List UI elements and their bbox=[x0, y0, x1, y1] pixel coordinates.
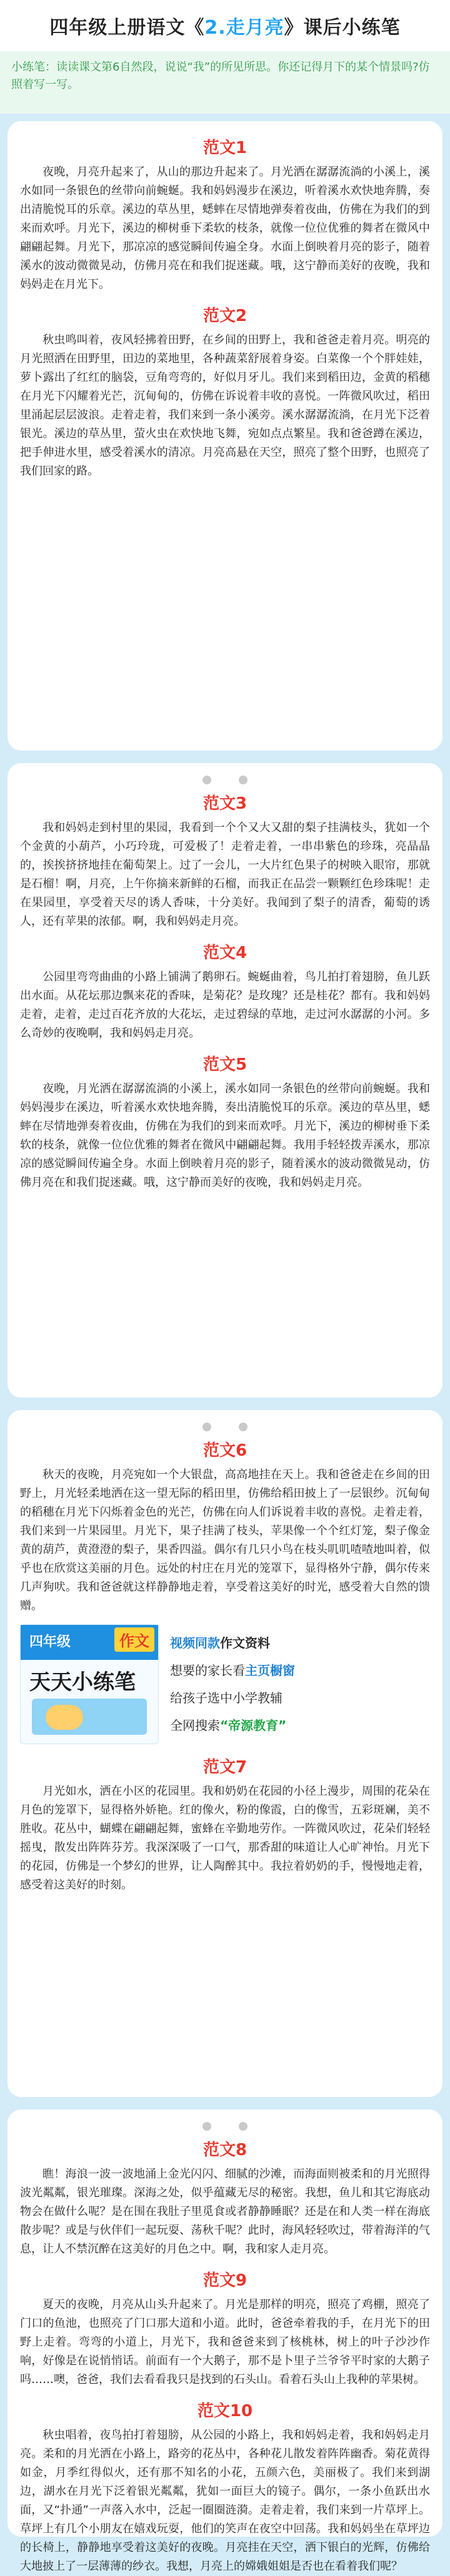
essay-body: 瞧！海浪一波一波地涌上金光闪闪、细腻的沙滩，而海面则被柔和的月光照得波光粼粼，银光璀璨。深海之处，似乎蕴藏无尽的秘密。我想，鱼儿和其它海底动物会在做什么呢？是在围在我肚子里觅食或者静静睡眠？还是在和人类一样在海底散步呢？或是与伙伴们一起玩耍、荡秋千呢？此时，海风轻轻吹过，带着海洋的气息，让人不禁沉醉在这美好的月色之中。啊，我和家人走月亮。 bbox=[20, 2168, 430, 2256]
book-level: 四年级 bbox=[29, 1634, 71, 1650]
book-badge: 作文 bbox=[114, 1627, 154, 1652]
title-prefix: 四年级上册语文《 bbox=[49, 17, 205, 39]
book-cover bbox=[20, 1624, 159, 1744]
exercise-prompt-text: 小练笔：读读课文第6自然段，说说“我”的所见所思。你还记得月下的某个情景吗?仿照着写一写。 bbox=[11, 61, 430, 91]
essay-title: 范文1 bbox=[202, 139, 248, 157]
promo-line-4: 全网搜索“帝源教育” bbox=[170, 1718, 287, 1733]
essay-section bbox=[20, 1438, 430, 1616]
promo-line-2: 想要的家长看主页橱窗 bbox=[170, 1663, 295, 1678]
promo-line-1: 视频同款作文资料 bbox=[170, 1636, 270, 1651]
card-4 bbox=[8, 2110, 442, 2573]
essay-title: 范文2 bbox=[202, 307, 248, 325]
essay-section bbox=[20, 303, 430, 481]
book-illustration-detail bbox=[46, 1705, 83, 1730]
essay-section bbox=[20, 2398, 430, 2576]
essay-title: 范文3 bbox=[202, 794, 248, 813]
essay-title: 范文7 bbox=[202, 1758, 248, 1777]
page-header bbox=[0, 0, 450, 51]
promo-banner bbox=[20, 1624, 430, 1744]
promo-line-3: 给孩子选中小学教辅 bbox=[170, 1690, 282, 1705]
essay-section bbox=[20, 2268, 430, 2389]
essay-body: 夜晚，月光洒在潺潺流淌的小溪上，溪水如同一条银色的丝带向前蜿蜒。我和妈妈漫步在溪边，听着溪水欢快地奔腾，奏出清脆悦耳的乐章。溪边的草丛里，蟋蟀在尽情地弹奏着夜曲，仿佛在为我们的到来而欢呼。月光下，溪边的柳树垂下柔软的枝条，就像一位位优雅的舞者在微风中翩翩起舞。我用手轻轻拨弄溪水，那凉凉的感觉瞬间传遍全身。水面上倒映着月亮的影子，随着溪水的波动微微晃动，仿佛月亮在和我们捉迷藏。哦，这宁静而美好的夜晚，我和妈妈走月亮。 bbox=[20, 1082, 430, 1189]
exercise-prompt bbox=[0, 51, 450, 114]
essay-section bbox=[20, 1754, 430, 1895]
essay-title: 范文5 bbox=[202, 1055, 248, 1074]
promo-text bbox=[170, 1624, 295, 1739]
page-title bbox=[49, 12, 400, 39]
essay-section bbox=[20, 135, 430, 294]
essay-section bbox=[20, 2137, 430, 2259]
dot bbox=[239, 1423, 248, 1431]
dot bbox=[202, 2122, 211, 2131]
essay-section bbox=[20, 940, 430, 1043]
essay-body: 秋虫唱着，夜鸟拍打着翅膀，从公园的小路上，我和妈妈走着，我和妈妈走月亮。柔和的月光洒在小路上，路旁的花丛中，各种花儿散发着阵阵幽香。菊花黄得如金，月季红得似火，还有那不知名的小花，五颜六色，美丽极了。我们来到湖边，湖水在月光下泛着银光粼粼，犹如一面巨大的镜子。偶尔，一条小鱼跃出水面，又“扑通”一声落入水中，泛起一圈圈涟漪。走着走着，我们来到一片草坪上。草坪上有几个小朋友在嬉戏玩耍，他们的笑声在夜空中回荡。我和妈妈坐在草坪边的长椅上，静静地享受着这美好的夜晚。月亮挂在天空，洒下银白的光辉，仿佛给大地披上了一层薄薄的纱衣。我想，月亮上的嫦娥姐姐是否也在看着我们呢？ bbox=[20, 2429, 430, 2573]
essay-body: 我和妈妈走到村里的果园，我看到一个个又大又甜的梨子挂满枝头，犹如一个个金黄的小葫芦，小巧玲珑，可爱极了！走着走着，一串串紫色的珍珠，亮晶晶的，挨挨挤挤地挂在葡萄架上。过了一会儿，一大片红色果子的树映入眼帘，那就是石榴！啊，月亮，上午你摘来新鲜的石榴，而我正在品尝一颗颗红色珍珠呢！走在果园里，享受着天尽的诱人香味，十分美好。我闻到了梨子的清香，葡萄的诱人，还有苹果的浓郁。啊，我和妈妈走月亮。 bbox=[20, 821, 430, 928]
essay-title: 范文9 bbox=[202, 2271, 248, 2290]
essay-title: 范文4 bbox=[202, 944, 248, 962]
title-highlight: 2.走月亮 bbox=[204, 17, 284, 39]
card-1 bbox=[8, 121, 442, 751]
dot bbox=[239, 2122, 248, 2131]
card-3 bbox=[8, 1410, 442, 2097]
essay-title: 范文6 bbox=[202, 1441, 248, 1460]
dot bbox=[202, 1423, 211, 1431]
card-dots bbox=[20, 776, 430, 784]
book-title: 天天小练笔 bbox=[29, 1670, 136, 1695]
essay-section bbox=[20, 791, 430, 931]
essay-body: 夜晚，月亮升起来了，从山的那边升起来了。月光洒在潺潺流淌的小溪上，溪水如同一条银色的丝带向前蜿蜒。我和妈妈漫步在溪边，听着溪水欢快地奔腾，奏出清脆悦耳的乐章。溪边的草丛里，蟋蟀在尽情地弹奏着夜曲，仿佛在为我们的到来而欢呼。月光下，溪边的柳树垂下柔软的枝条，就像一位位优雅的舞者在微风中翩翩起舞。月光下，那凉凉的感觉瞬间传遍全身。水面上倒映着月亮的影子，随着溪水的波动微微晃动，仿佛月亮在和我们捉迷藏。哦，这宁静而美好的夜晚，我和妈妈走在月光下。 bbox=[20, 165, 430, 291]
essay-section bbox=[20, 1052, 430, 1192]
essay-title: 范文8 bbox=[202, 2141, 248, 2159]
card-dots bbox=[20, 1423, 430, 1431]
essay-body: 公园里弯弯曲曲的小路上铺满了鹅卵石。蜿蜒曲着，鸟儿拍打着翅膀，鱼儿跃出水面。从花坛那边飘来花的香味，是菊花？是玫瑰？还是桂花？都有。我和妈妈走着，走着，走过百花齐放的大花坛，走过碧绿的草地，走过河水潺潺的小河。多么奇妙的夜晚啊，我和妈妈走月亮。 bbox=[20, 970, 430, 1040]
essay-body: 月光如水，洒在小区的花园里。我和奶奶在花园的小径上漫步，周围的花朵在月色的笼罩下，显得格外娇艳。红的像火，粉的像霞，白的像雪，五彩斑斓，美不胜收。花丛中，蝴蝶在翩翩起舞，蜜蜂在辛勤地劳作。一阵微风吹过，花朵们轻轻摇曳，散发出阵阵芬芳。我深深吸了一口气，那香甜的味道让人心旷神怡。月光下的花园，仿佛是一个梦幻的世界，让人陶醉其中。我拉着奶奶的手，慢慢地走着，感受着这美好的时刻。 bbox=[20, 1785, 430, 1892]
essay-body: 秋虫鸣叫着，夜风轻拂着田野，在乡间的田野上，我和爸爸走着月亮。明亮的月光照洒在田野里，田边的菜地里，各种蔬菜舒展着身姿。白菜像一个个胖娃娃，萝卜露出了红红的脑袋，豆角弯弯的，好似月牙儿。我们来到稻田边，金黄的稻穗在月光下闪耀着光芒，沉甸甸的，仿佛在诉说着丰收的喜悦。一阵微风吹过，稻田里涌起层层波浪。走着走着，我们来到一条小溪旁。溪水潺潺流淌，在月光下泛着银光。溪边的草丛里，萤火虫在欢快地飞舞，宛如点点繁星。我和爸爸蹲在溪边，把手伸进水里，感受着溪水的清凉。月亮高悬在天空，照亮了整个田野，也照亮了我们回家的路。 bbox=[20, 333, 430, 478]
essay-body: 秋天的夜晚，月亮宛如一个大银盘，高高地挂在天上。我和爸爸走在乡间的田野上，月光轻柔地洒在这一望无际的稻田里，仿佛给稻田披上了一层银纱。沉甸甸的稻穗在月光下闪烁着金色的光芒，仿佛在向人们诉说着丰收的喜悦。走着走着，我们来到一片果园里。月光下，果子挂满了枝头，苹果像一个个红灯笼，梨子像金黄的葫芦，黄澄澄的梨子，果香四溢。偶尔有几只小鸟在枝头叽叽喳喳地叫着，似乎也在欣赏这美丽的月色。远处的村庄在月光的笼罩下，显得格外宁静，偶尔传来几声狗吠。我和爸爸就这样静静地走着，享受着这美好的时光，感受着大自然的馈赠。 bbox=[20, 1468, 430, 1612]
dot bbox=[202, 776, 211, 784]
title-suffix: 》课后小练笔 bbox=[284, 17, 401, 39]
essay-title: 范文10 bbox=[197, 2402, 253, 2421]
dot bbox=[239, 776, 248, 784]
essay-body: 夏天的夜晚，月亮从山头升起来了。月光是那样的明亮，照亮了鸡棚，照亮了门口的鱼池，也照亮了门口那大道和小道。此时，爸爸牵着我的手，在月光下的田野上走着。弯弯的小道上，月光下，我和爸爸来到了核桃林，树上的叶子沙沙作响，好像是在说悄悄话。前面有一个大鹅子，那不是卜里子兰爷爷平时家的大鹅子吗……噢，爸爸，我们去看看我只是找到的石头山。看着石头山上我种的苹果树。 bbox=[20, 2298, 430, 2386]
card-2 bbox=[8, 763, 442, 1398]
card-dots bbox=[20, 2122, 430, 2131]
